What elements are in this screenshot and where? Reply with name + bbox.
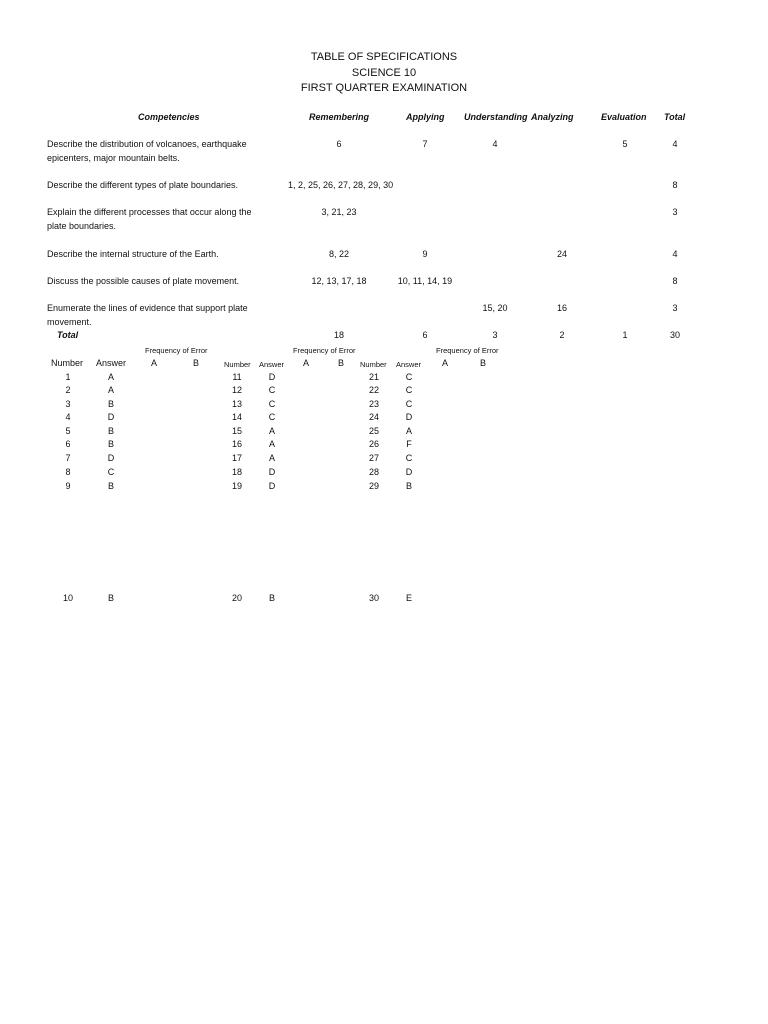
- totals-label: Total: [57, 330, 79, 340]
- error-b-header: B: [338, 358, 345, 368]
- item-answer: B: [405, 481, 412, 491]
- item-number: 21: [368, 372, 379, 382]
- competency-text: Explain the different processes that occur along the plate boundaries.: [47, 207, 252, 231]
- item-answer: D: [107, 453, 115, 463]
- item-answer: C: [268, 385, 276, 395]
- competency-text: Describe the distribution of volcanoes, earthquake epicenters, major mountain belts.: [47, 139, 247, 163]
- competency-text: Describe the internal structure of the Earth.: [47, 249, 219, 259]
- answer-header: Answer: [396, 360, 422, 369]
- frequency-of-error-label: Frequency of Error: [145, 346, 208, 355]
- item-number: 25: [368, 426, 379, 436]
- item-answer: B: [107, 399, 114, 409]
- item-answer: A: [268, 439, 275, 449]
- applying-items: 9: [422, 249, 428, 259]
- header-competencies: Competencies: [138, 112, 200, 122]
- frequency-of-error-label: Frequency of Error: [293, 346, 356, 355]
- item-number: 28: [368, 467, 379, 477]
- item-number: 12: [231, 385, 242, 395]
- error-a-header: A: [151, 358, 158, 368]
- total-understanding: 3: [492, 330, 498, 340]
- item-number: 23: [368, 399, 379, 409]
- applying-items: 10, 11, 14, 19: [397, 276, 453, 286]
- analyzing-items: 24: [556, 249, 567, 259]
- item-number: 8: [65, 467, 71, 477]
- competency-text: Describe the different types of plate boundaries.: [47, 180, 238, 190]
- header-evaluation: Evaluation: [601, 112, 647, 122]
- item-answer: C: [268, 399, 276, 409]
- item-number: 11: [232, 372, 242, 382]
- item-answer: A: [107, 372, 114, 382]
- header-remembering: Remembering: [309, 112, 370, 122]
- item-answer: C: [268, 412, 276, 422]
- item-answer: C: [405, 385, 413, 395]
- item-number: 17: [231, 453, 242, 463]
- total-applying: 6: [422, 330, 428, 340]
- item-answer: A: [268, 453, 275, 463]
- grand-total: 30: [669, 330, 680, 340]
- error-a-header: A: [303, 358, 310, 368]
- error-a-header: A: [442, 358, 449, 368]
- item-answer: B: [268, 593, 275, 603]
- number-header: Number: [360, 360, 387, 369]
- remembering-items: 8, 22: [328, 249, 350, 259]
- row-total: 8: [672, 276, 678, 286]
- item-number: 14: [231, 412, 242, 422]
- item-number: 27: [368, 453, 379, 463]
- header-understanding: Understanding: [464, 112, 528, 122]
- item-answer: B: [107, 439, 114, 449]
- number-header: Number: [224, 360, 251, 369]
- answer-header: Answer: [259, 360, 285, 369]
- error-b-header: B: [480, 358, 487, 368]
- number-header: Number: [51, 358, 84, 368]
- competency-text: Enumerate the lines of evidence that support plate movement.: [47, 303, 248, 327]
- understanding-items: 15, 20: [482, 303, 508, 313]
- frequency-of-error-label: Frequency of Error: [436, 346, 499, 355]
- item-answer: C: [405, 399, 413, 409]
- item-number: 16: [231, 439, 242, 449]
- understanding-items: 4: [492, 139, 498, 149]
- evaluation-items: 5: [622, 139, 628, 149]
- error-b-header: B: [193, 358, 200, 368]
- item-number: 20: [231, 593, 242, 603]
- item-answer: D: [268, 467, 276, 477]
- answer-header: Answer: [96, 358, 127, 368]
- doc-subject: SCIENCE 10: [351, 67, 417, 79]
- remembering-items: 12, 13, 17, 18: [311, 276, 367, 286]
- doc-exam: FIRST QUARTER EXAMINATION: [300, 82, 468, 94]
- row-total: 3: [672, 303, 678, 313]
- doc-title: TABLE OF SPECIFICATIONS: [310, 51, 458, 63]
- item-number: 10: [62, 593, 73, 603]
- item-answer: E: [405, 593, 412, 603]
- item-number: 29: [368, 481, 379, 491]
- item-number: 15: [231, 426, 242, 436]
- header-total: Total: [664, 112, 686, 122]
- total-analyzing: 2: [559, 330, 565, 340]
- item-answer: B: [107, 426, 114, 436]
- total-remembering: 18: [333, 330, 344, 340]
- row-total: 4: [672, 249, 678, 259]
- item-number: 2: [65, 385, 71, 395]
- item-number: 18: [231, 467, 242, 477]
- item-number: 1: [65, 372, 71, 382]
- row-total: 4: [672, 139, 678, 149]
- item-number: 3: [65, 399, 71, 409]
- item-answer: D: [268, 372, 276, 382]
- remembering-items: 6: [336, 139, 342, 149]
- applying-items: 7: [422, 139, 428, 149]
- remembering-items: 3, 21, 23: [321, 207, 357, 217]
- row-total: 3: [672, 207, 678, 217]
- item-answer: D: [405, 412, 413, 422]
- item-number: 7: [65, 453, 71, 463]
- item-answer: A: [268, 426, 275, 436]
- item-number: 6: [65, 439, 71, 449]
- item-answer: C: [405, 453, 413, 463]
- item-answer: D: [405, 467, 413, 477]
- item-answer: A: [405, 426, 412, 436]
- item-number: 24: [368, 412, 379, 422]
- item-number: 13: [231, 399, 242, 409]
- item-answer: C: [107, 467, 115, 477]
- row-total: 8: [672, 180, 678, 190]
- item-number: 4: [65, 412, 71, 422]
- total-evaluation: 1: [622, 330, 628, 340]
- item-answer: B: [107, 481, 114, 491]
- item-answer: B: [107, 593, 114, 603]
- item-number: 9: [65, 481, 71, 491]
- header-applying: Applying: [406, 112, 445, 122]
- item-number: 19: [231, 481, 242, 491]
- item-answer: D: [107, 412, 115, 422]
- header-analyzing: Analyzing: [531, 112, 574, 122]
- item-answer: C: [405, 372, 413, 382]
- competency-text: Discuss the possible causes of plate movement.: [47, 276, 240, 286]
- analyzing-items: 16: [556, 303, 567, 313]
- remembering-items: 1, 2, 25, 26, 27, 28, 29, 30: [288, 180, 394, 190]
- item-number: 30: [368, 593, 379, 603]
- item-number: 5: [65, 426, 71, 436]
- item-answer: F: [406, 439, 412, 449]
- item-number: 26: [368, 439, 379, 449]
- item-answer: A: [107, 385, 114, 395]
- item-number: 22: [368, 385, 379, 395]
- item-answer: D: [268, 481, 276, 491]
